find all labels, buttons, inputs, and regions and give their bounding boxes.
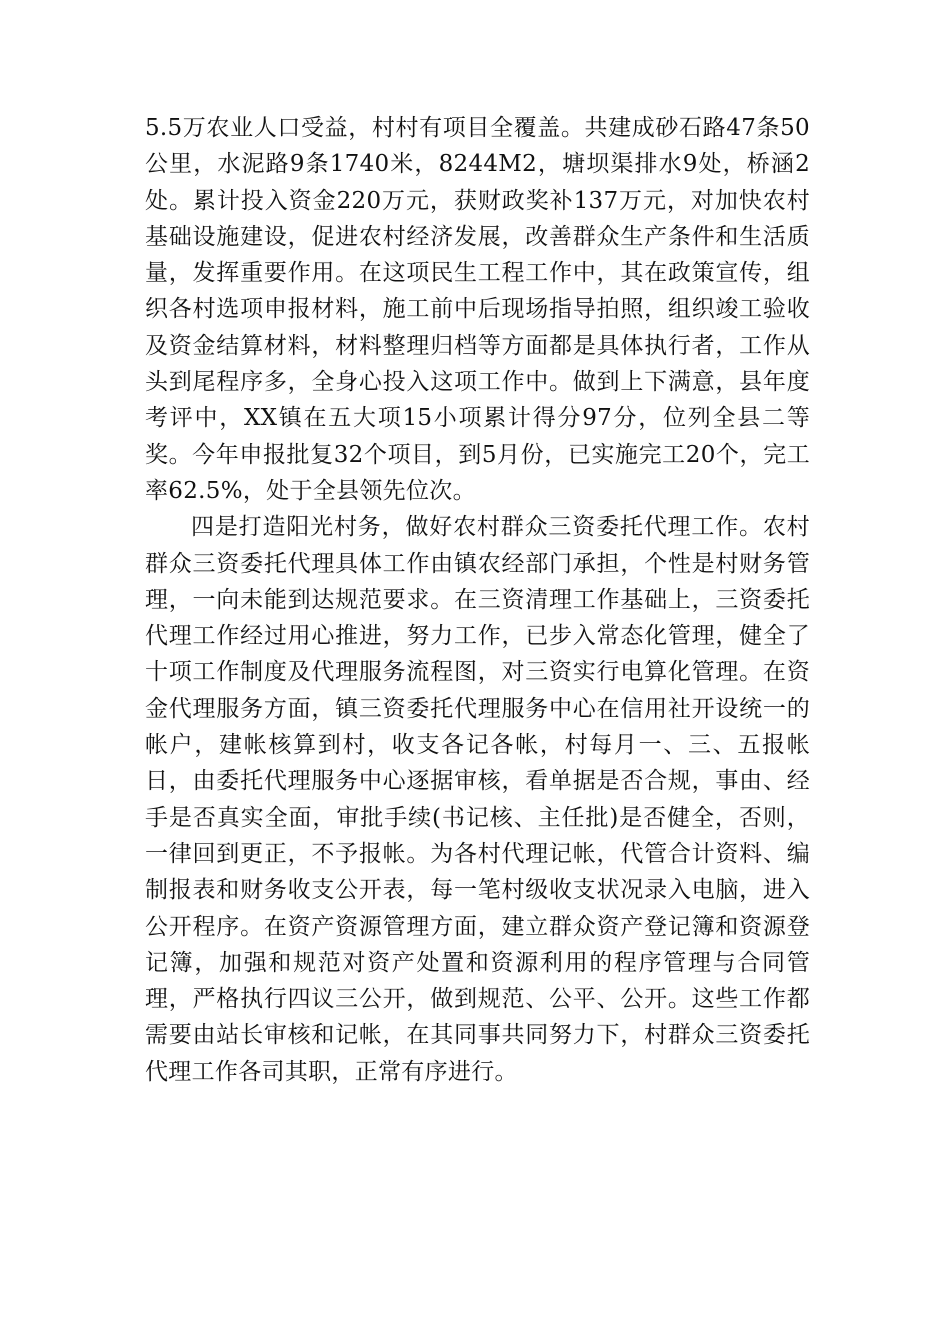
paragraph-section-four: 四是打造阳光村务，做好农村群众三资委托代理工作。农村群众三资委托代理具体工作由镇农经部门承担，个性是村财务管理，一向未能到达规范要求。在三资清理工作基础上，三资委托代理工作经过用心推进，努力工作，已步入常态化管理，健全了十项工作制度及代理服务流程图，对三资实行电算化管理。在资金代理服务方面，镇三资委托代理服务中心在信用社开设统一的帐户，建帐核算到村，收支各记各帐，村每月一、三、五报帐日，由委托代理服务中心逐据审核，看单据是否合规，事由、经手是否真实全面，审批手续(书记核、主任批)是否健全，否则，一律回到更正，不予报帐。为各村代理记帐，代管合计资料、编制报表和财务收支公开表，每一笔村级收支状况录入电脑，进入公开程序。在资产资源管理方面，建立群众资产登记簿和资源登记簿，加强和规范对资产处置和资源利用的程序管理与合同管理，严格执行四议三公开，做到规范、公平、公开。这些工作都需要由站长审核和记帐，在其同事共同努力下，村群众三资委托代理工作各司其职，正常有序进行。	[145, 514, 810, 1085]
document-body	[145, 110, 810, 1090]
paragraph-continuation: 5.5万农业人口受益，村村有项目全覆盖。共建成砂石路47条50公里，水泥路9条1740米，8244M2，塘坝渠排水9处，桥涵2处。累计投入资金220万元，获财政奖补137万元，对加快农村基础设施建设，促进农村经济发展，改善群众生产条件和生活质量，发挥重要作用。在这项民生工程工作中，其在政策宣传，组织各村选项申报材料，施工前中后现场指导拍照，组织竣工验收及资金结算材料，材料整理归档等方面都是具体执行者，工作从头到尾程序多，全身心投入这项工作中。做到上下满意，县年度考评中，XX镇在五大项15小项累计得分97分，位列全县二等奖。今年申报批复32个项目，到5月份，已实施完工20个，完工率62.5%，处于全县领先位次。	[145, 115, 810, 504]
